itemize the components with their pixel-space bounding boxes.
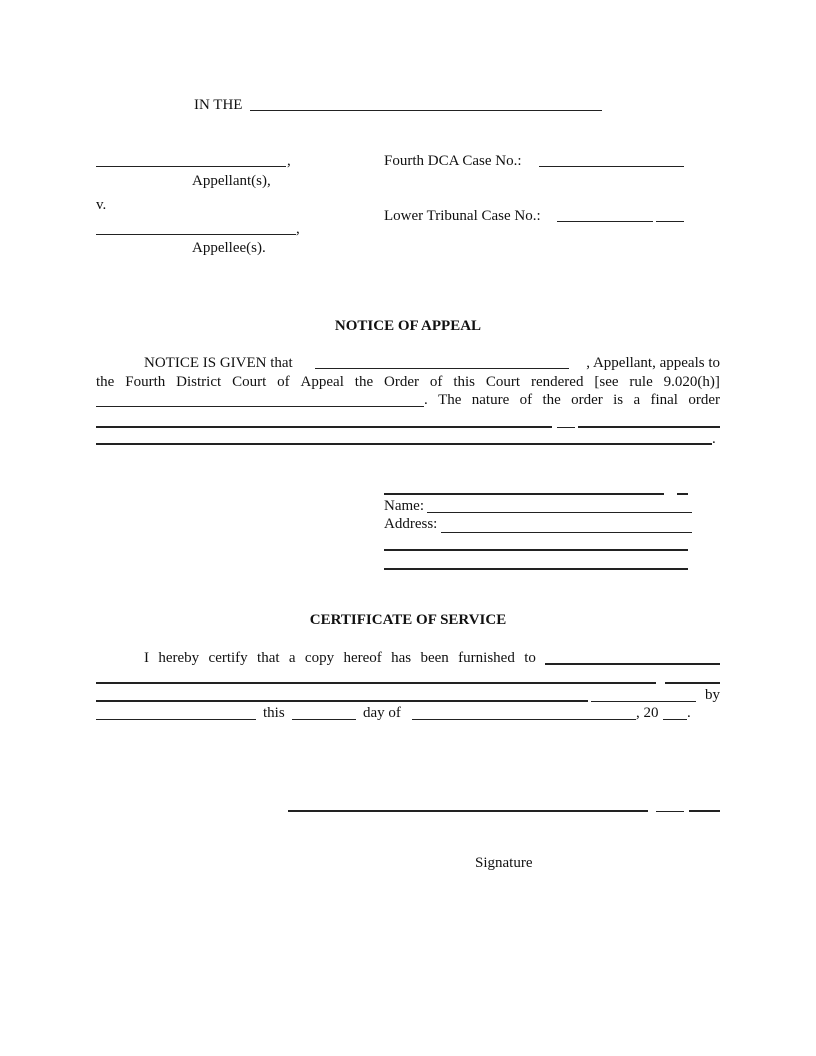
notice-line2-word: of: [277, 374, 290, 390]
notice-line2-word: Fourth: [125, 374, 166, 390]
service-method-blank-3[interactable]: [96, 719, 256, 720]
dca-case-label: Fourth DCA Case No.:: [384, 153, 522, 169]
appellant-name-blank[interactable]: [96, 166, 286, 167]
notice-line3-word: nature: [471, 392, 510, 408]
notice-line1-start: NOTICE IS GIVEN that: [144, 355, 293, 371]
name-blank[interactable]: [427, 512, 692, 513]
this-label: this: [263, 705, 285, 721]
notice-line3-word: The: [438, 392, 462, 408]
order-date-blank[interactable]: [96, 406, 424, 407]
notice-line3-word: a: [633, 392, 641, 408]
certificate-signature-blank[interactable]: [288, 810, 648, 812]
notice-line2-word: this: [453, 374, 475, 390]
court-name-blank[interactable]: [250, 110, 602, 111]
certificate-line1-word: certify: [208, 650, 248, 666]
certificate-line1-word: a: [288, 650, 296, 666]
notice-line3-end: [424, 391, 720, 409]
certificate-line1: [144, 649, 536, 667]
signature-blank-suffix[interactable]: [677, 493, 688, 495]
notice-line2-word: Appeal: [300, 374, 344, 390]
court-prefix: IN THE: [194, 97, 243, 113]
certificate-line1-word: I: [144, 650, 149, 666]
certificate-line1-word: copy: [304, 650, 335, 666]
certificate-signature-blank-3[interactable]: [689, 810, 720, 812]
notice-title: NOTICE OF APPEAL: [334, 318, 482, 334]
month-blank[interactable]: [412, 719, 636, 720]
notice-line3-word: order: [571, 392, 603, 408]
notice-line3-word: is: [613, 392, 624, 408]
notice-line1-end: , Appellant, appeals to: [586, 355, 720, 371]
day-blank[interactable]: [292, 719, 356, 720]
notice-line2-word: Order: [384, 374, 419, 390]
name-label: Name:: [384, 498, 424, 514]
appellant-blank[interactable]: [315, 368, 569, 369]
certificate-line1-word: hereby: [158, 650, 200, 666]
order-nature-blank-1[interactable]: [96, 426, 552, 428]
notice-line2-word: [see: [594, 374, 619, 390]
order-nature-blank-2[interactable]: [557, 427, 575, 428]
dca-case-number-blank[interactable]: [539, 166, 684, 167]
notice-line3-word: .: [424, 392, 428, 408]
notice-line3-word: final: [650, 392, 678, 408]
notice-line2-word: of: [429, 374, 443, 390]
order-nature-blank-4[interactable]: [96, 443, 712, 445]
notice-line2-word: the: [354, 374, 374, 390]
notice-line2-word: 9.020(h)]: [663, 374, 720, 390]
served-party-blank-2[interactable]: [96, 682, 656, 684]
lower-case-number-blank[interactable]: [557, 221, 653, 222]
year-prefix: , 20: [636, 705, 659, 721]
notice-line3-word: of: [519, 392, 533, 408]
appellee-label: Appellee(s).: [192, 240, 266, 256]
served-party-blank-1[interactable]: [545, 663, 720, 665]
lower-case-number-suffix-blank[interactable]: [656, 221, 684, 222]
address-blank-1[interactable]: [441, 532, 692, 533]
appellant-comma: ,: [287, 153, 291, 169]
lower-case-label: Lower Tribunal Case No.:: [384, 208, 541, 224]
notice-line2-word: the: [96, 374, 115, 390]
year-suffix: .: [687, 705, 691, 721]
certificate-line1-word: to: [524, 650, 536, 666]
notice-line3-word: order: [688, 392, 720, 408]
notice-line2-word: Court: [485, 374, 521, 390]
certificate-title: CERTIFICATE OF SERVICE: [309, 612, 507, 628]
notice-period: .: [712, 431, 716, 447]
notice-line2-word: Court: [232, 374, 267, 390]
certificate-line1-word: furnished: [458, 650, 515, 666]
certificate-line1-word: that: [257, 650, 280, 666]
notice-line2-word: rendered: [530, 374, 584, 390]
certificate-line1-word: has: [391, 650, 412, 666]
address-blank-3[interactable]: [384, 568, 688, 570]
notice-line2-word: rule: [629, 374, 653, 390]
notice-line2-word: District: [176, 374, 222, 390]
order-nature-blank-3[interactable]: [578, 426, 720, 428]
notice-line2: [96, 373, 720, 391]
signature-label: Signature: [475, 855, 533, 871]
appellee-name-blank[interactable]: [96, 234, 296, 235]
notice-line3-word: the: [542, 392, 561, 408]
by-label: by: [705, 687, 720, 703]
certificate-line1-word: hereof: [343, 650, 382, 666]
address-label: Address:: [384, 516, 438, 532]
certificate-signature-blank-2[interactable]: [656, 811, 684, 812]
year-blank[interactable]: [663, 719, 687, 720]
appellee-comma: ,: [296, 221, 300, 237]
service-method-blank-1[interactable]: [96, 700, 588, 702]
service-method-blank-2[interactable]: [591, 701, 696, 702]
signature-blank[interactable]: [384, 493, 664, 495]
appellant-label: Appellant(s),: [192, 173, 271, 189]
day-of-label: day of: [363, 705, 401, 721]
served-party-blank-3[interactable]: [665, 682, 720, 684]
certificate-line1-word: been: [420, 650, 449, 666]
address-blank-2[interactable]: [384, 549, 688, 551]
versus-label: v.: [96, 197, 107, 213]
